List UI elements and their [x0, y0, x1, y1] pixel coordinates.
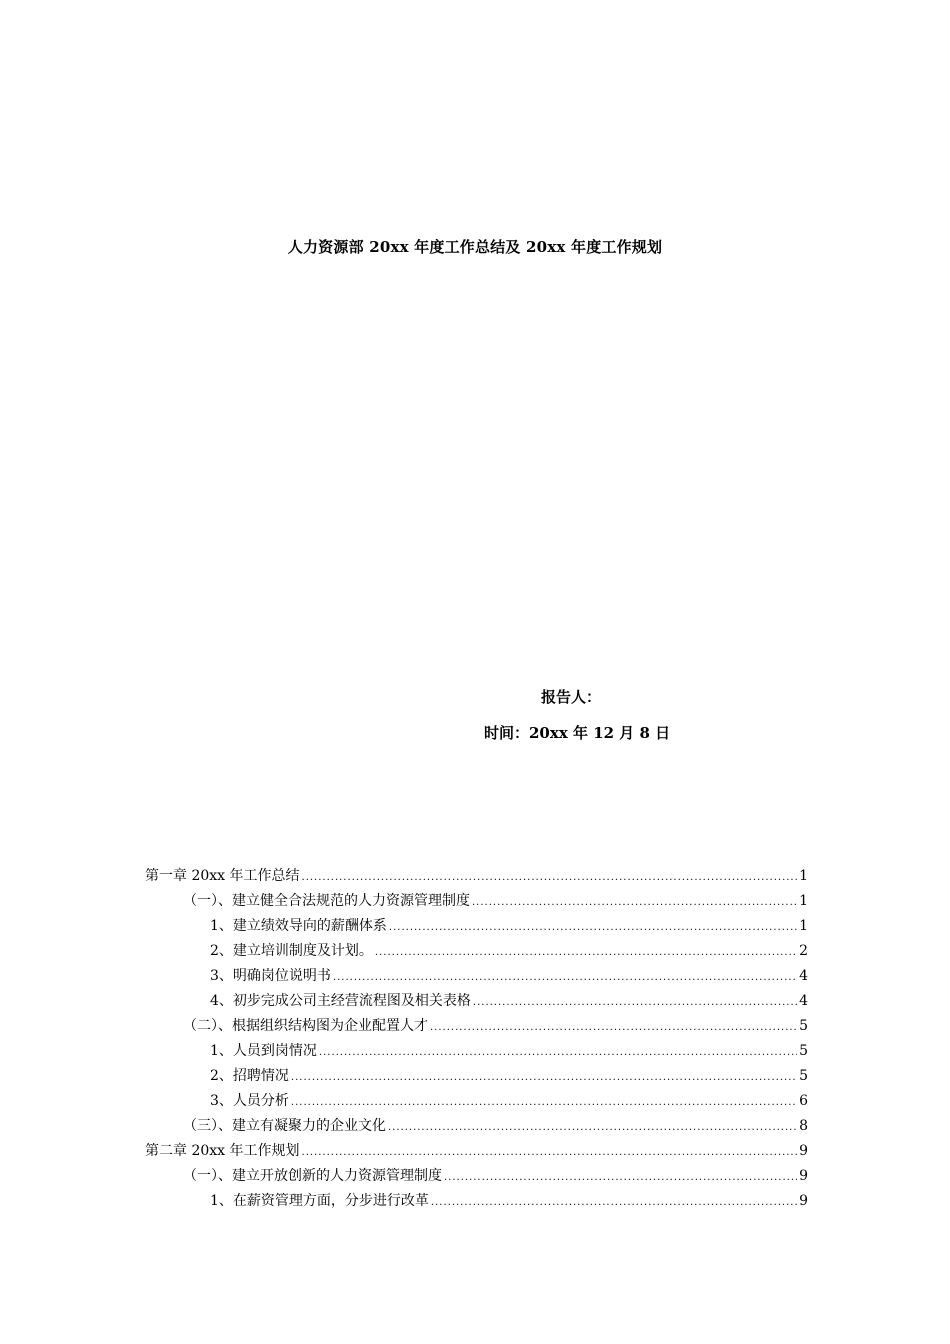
toc-leader-dots	[291, 1090, 797, 1115]
toc-entry[interactable]	[145, 1039, 808, 1064]
toc-entry-page: 1	[799, 893, 808, 909]
toc-entry-page: 6	[799, 1093, 808, 1109]
toc-entry[interactable]	[145, 1089, 808, 1114]
toc-entry-page: 9	[799, 1168, 808, 1184]
toc-leader-dots	[431, 1190, 797, 1215]
toc-entry-page: 5	[799, 1068, 808, 1084]
toc-entry[interactable]	[145, 1139, 808, 1164]
toc-entry[interactable]	[145, 864, 808, 889]
document-title: 人力资源部 20xx 年度工作总结及 20xx 年度工作规划	[287, 238, 663, 256]
toc-entry-label: 2、建立培训制度及计划。	[210, 943, 373, 959]
toc-entry-label: 第二章 20xx 年工作规划	[145, 1143, 300, 1159]
report-date: 时间：20xx 年 12 月 8 日	[484, 724, 671, 742]
toc-leader-dots	[302, 865, 798, 890]
toc-entry-label: 1、建立绩效导向的薪酬体系	[210, 918, 387, 934]
toc-entry-page: 2	[799, 943, 808, 959]
toc-leader-dots	[444, 1165, 797, 1190]
toc-entry-page: 8	[799, 1118, 808, 1134]
toc-entry[interactable]	[145, 989, 808, 1014]
toc-entry[interactable]	[145, 1164, 808, 1189]
toc-entry-label: 3、人员分析	[210, 1093, 289, 1109]
toc-entry-label: （一）、建立健全合法规范的人力资源管理制度	[183, 893, 470, 909]
toc-leader-dots	[302, 1140, 798, 1165]
toc-leader-dots	[375, 940, 797, 965]
toc-entry-page: 9	[799, 1193, 808, 1209]
toc-entry-label: 1、在薪资管理方面，分步进行改革	[210, 1193, 429, 1209]
toc-entry[interactable]	[145, 1014, 808, 1039]
toc-leader-dots	[472, 890, 797, 915]
toc-entry-label: （三）、建立有凝聚力的企业文化	[183, 1118, 386, 1134]
toc-leader-dots	[389, 915, 797, 940]
toc-leader-dots	[333, 965, 797, 990]
toc-entry-page: 1	[799, 918, 808, 934]
toc-entry-page: 5	[799, 1043, 808, 1059]
toc-entry[interactable]	[145, 1064, 808, 1089]
reporter-label: 报告人：	[541, 688, 602, 706]
toc-entry[interactable]	[145, 964, 808, 989]
toc-entry-label: 4、初步完成公司主经营流程图及相关表格	[210, 993, 471, 1009]
toc-entry-page: 4	[799, 968, 808, 984]
toc-entry[interactable]	[145, 939, 808, 964]
toc-leader-dots	[388, 1115, 797, 1140]
toc-entry-label: 1、人员到岗情况	[210, 1043, 317, 1059]
toc-entry-label: 3、明确岗位说明书	[210, 968, 331, 984]
toc-entry-label: （二）、根据组织结构图为企业配置人才	[183, 1018, 428, 1034]
toc-entry[interactable]	[145, 1189, 808, 1214]
toc-entry-page: 5	[799, 1018, 808, 1034]
toc-leader-dots	[291, 1065, 797, 1090]
toc-entry[interactable]	[145, 1114, 808, 1139]
table-of-contents	[145, 864, 808, 1214]
toc-entry-page: 9	[799, 1143, 808, 1159]
toc-entry-label: （一）、建立开放创新的人力资源管理制度	[183, 1168, 442, 1184]
toc-entry[interactable]	[145, 889, 808, 914]
toc-entry[interactable]	[145, 914, 808, 939]
toc-leader-dots	[430, 1015, 797, 1040]
toc-entry-page: 1	[799, 868, 808, 884]
toc-leader-dots	[473, 990, 797, 1015]
toc-leader-dots	[319, 1040, 797, 1065]
toc-entry-label: 第一章 20xx 年工作总结	[145, 868, 300, 884]
toc-entry-label: 2、招聘情况	[210, 1068, 289, 1084]
toc-entry-page: 4	[799, 993, 808, 1009]
